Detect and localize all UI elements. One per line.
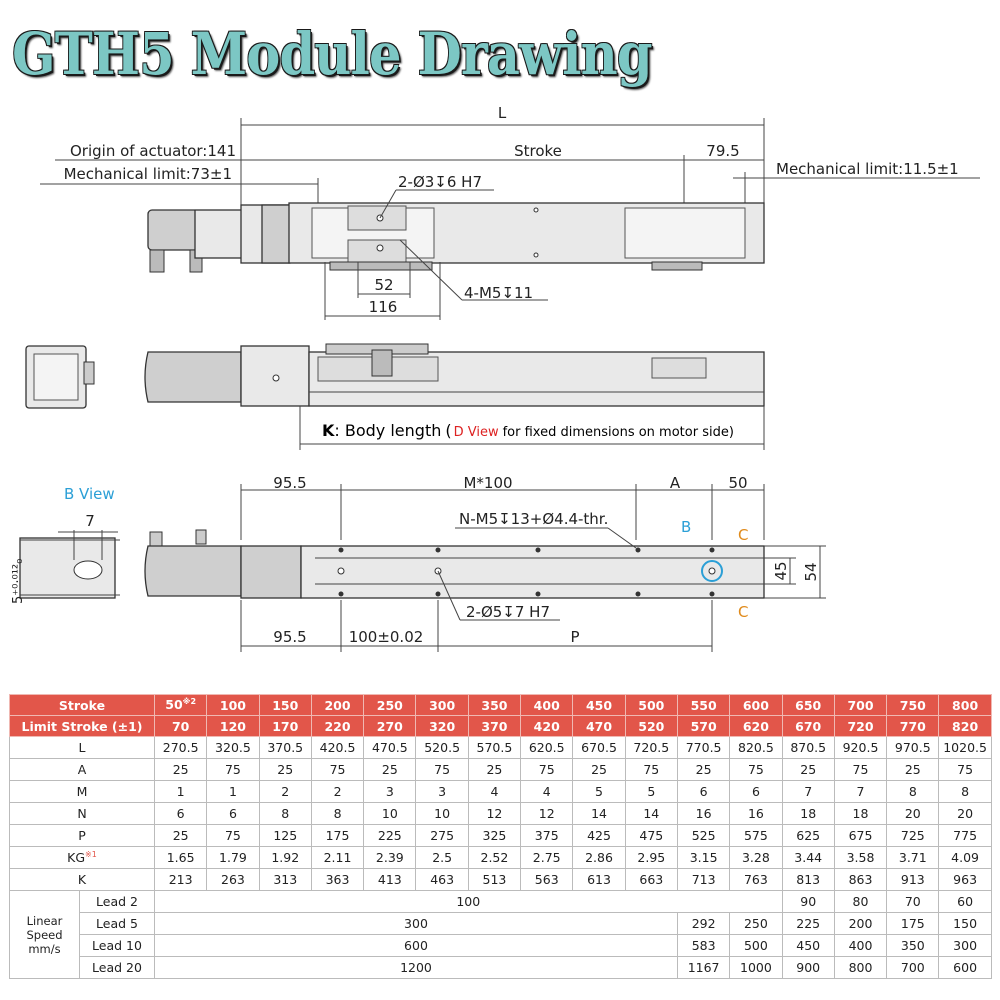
spec-cell: 375 (521, 825, 573, 847)
spec-row-l (10, 737, 992, 759)
spec-cell: 75 (625, 759, 677, 781)
limit-cell: 670 (782, 716, 834, 737)
limit-cell: 420 (521, 716, 573, 737)
spec-cell: 1 (155, 781, 207, 803)
stroke-cell: 500 (625, 695, 677, 716)
spec-cell: 25 (887, 759, 939, 781)
b-marker: B (681, 518, 692, 536)
spec-cell: 413 (364, 869, 416, 891)
stroke-cell: 650 (782, 695, 834, 716)
speed-row (10, 935, 992, 957)
spec-cell: 5 (573, 781, 625, 803)
spec-cell: 2.75 (521, 847, 573, 869)
limit-cell: 370 (468, 716, 520, 737)
spec-cell: 10 (364, 803, 416, 825)
spec-cell: 420.5 (311, 737, 363, 759)
spec-cell: 10 (416, 803, 468, 825)
limit-cell: 770 (887, 716, 939, 737)
spec-cell: 8 (259, 803, 311, 825)
speed-cell: 1000 (730, 957, 782, 979)
spec-cell: 670.5 (573, 737, 625, 759)
speed-cell: 400 (834, 935, 886, 957)
stroke-cell (155, 695, 207, 716)
spec-cell: 963 (939, 869, 991, 891)
speed-cell: 225 (782, 913, 834, 935)
spec-cell: 525 (677, 825, 729, 847)
dim-45: 45 (772, 561, 790, 581)
speed-common: 300 (155, 913, 678, 935)
stroke-cell: 450 (573, 695, 625, 716)
row-label-text: M (76, 784, 88, 799)
spec-cell: 213 (155, 869, 207, 891)
limit-cell: 170 (259, 716, 311, 737)
limit-cell: 220 (311, 716, 363, 737)
spec-cell: 3 (416, 781, 468, 803)
spec-cell: 1020.5 (939, 737, 991, 759)
lead-label: Lead 20 (80, 957, 155, 979)
spec-cell: 5 (625, 781, 677, 803)
stroke-cell: 100 (207, 695, 259, 716)
spec-cell: 3.58 (834, 847, 886, 869)
spec-cell: 2.95 (625, 847, 677, 869)
spec-cell: 25 (573, 759, 625, 781)
dim-P: P (570, 628, 580, 646)
m5-callout: 4-M5↧11 (464, 284, 534, 302)
row-label-text: L (78, 740, 86, 755)
spec-cell: 3.44 (782, 847, 834, 869)
dim-116: 116 (368, 298, 398, 316)
speed-cell: 500 (730, 935, 782, 957)
spec-cell: 1 (207, 781, 259, 803)
spec-cell: 663 (625, 869, 677, 891)
speed-cell: 350 (887, 935, 939, 957)
spec-cell: 14 (573, 803, 625, 825)
spec-cell: 75 (207, 759, 259, 781)
spec-cell: 1.65 (155, 847, 207, 869)
spec-cell: 225 (364, 825, 416, 847)
spec-cell: 820.5 (730, 737, 782, 759)
limit-cell: 320 (416, 716, 468, 737)
spec-cell: 363 (311, 869, 363, 891)
speed-row (10, 891, 992, 913)
spec-cell: 775 (939, 825, 991, 847)
spec-cell: 8 (939, 781, 991, 803)
speed-common: 600 (155, 935, 678, 957)
spec-cell: 713 (677, 869, 729, 891)
limit-cell: 270 (364, 716, 416, 737)
spec-cell: 75 (416, 759, 468, 781)
spec-cell: 6 (730, 781, 782, 803)
side-view (26, 344, 764, 450)
stroke-cell: 700 (834, 695, 886, 716)
spec-cell: 75 (311, 759, 363, 781)
row-label (10, 847, 155, 869)
row-label (10, 803, 155, 825)
lead-label: Lead 5 (80, 913, 155, 935)
stroke-note: ※2 (182, 697, 197, 707)
stroke-cell: 350 (468, 695, 520, 716)
spec-cell: 2.11 (311, 847, 363, 869)
row-label-text: P (78, 828, 86, 843)
speed-cell: 800 (834, 957, 886, 979)
speed-cell: 70 (887, 891, 939, 913)
dim-95-5-top: 95.5 (273, 474, 307, 492)
speed-cell: 150 (939, 913, 991, 935)
limit-cell: 820 (939, 716, 991, 737)
spec-row-a (10, 759, 992, 781)
spec-row-p (10, 825, 992, 847)
speed-label: Linear Speed mm/s (10, 891, 80, 979)
speed-row (10, 957, 992, 979)
spec-cell: 2.86 (573, 847, 625, 869)
spec-cell: 25 (155, 825, 207, 847)
spec-cell: 2.5 (416, 847, 468, 869)
speed-cell: 60 (939, 891, 991, 913)
spec-cell: 6 (155, 803, 207, 825)
speed-common: 100 (155, 891, 783, 913)
row-label-text: K (77, 872, 87, 887)
speed-cell: 300 (939, 935, 991, 957)
spec-cell: 620.5 (521, 737, 573, 759)
spec-cell: 613 (573, 869, 625, 891)
row-label-text: A (77, 762, 87, 777)
spec-row-kg (10, 847, 992, 869)
lead-label: Lead 10 (80, 935, 155, 957)
spec-cell: 18 (834, 803, 886, 825)
spec-cell: 6 (207, 803, 259, 825)
spec-cell: 16 (730, 803, 782, 825)
spec-cell: 25 (155, 759, 207, 781)
stroke-cell: 800 (939, 695, 991, 716)
spec-cell: 370.5 (259, 737, 311, 759)
spec-cell: 14 (625, 803, 677, 825)
speed-cell: 900 (782, 957, 834, 979)
row-label-text: KG (67, 850, 86, 866)
spec-cell: 8 (887, 781, 939, 803)
hole-5-callout: 2-Ø5↧7 H7 (466, 603, 551, 621)
dim-95-5-bottom: 95.5 (273, 628, 307, 646)
speed-cell: 583 (677, 935, 729, 957)
spec-cell: 813 (782, 869, 834, 891)
tolerance-label: 5⁺⁰·⁰¹²₀ (11, 558, 26, 604)
limit-cell: 70 (155, 716, 207, 737)
c-marker-bottom: C (738, 603, 749, 621)
speed-cell: 80 (834, 891, 886, 913)
row-label (10, 825, 155, 847)
spec-cell: 725 (887, 825, 939, 847)
stroke-cell: 750 (887, 695, 939, 716)
spec-cell: 20 (939, 803, 991, 825)
spec-cell: 25 (259, 759, 311, 781)
spec-cell: 513 (468, 869, 520, 891)
dim-A: A (669, 474, 681, 492)
spec-cell: 470.5 (364, 737, 416, 759)
spec-cell: 263 (207, 869, 259, 891)
spec-cell: 475 (625, 825, 677, 847)
spec-cell: 913 (887, 869, 939, 891)
dim-54: 54 (802, 562, 820, 582)
spec-table (9, 694, 992, 979)
spec-cell: 3.28 (730, 847, 782, 869)
limit-stroke-label: Limit Stroke (±1) (10, 716, 155, 737)
limit-cell: 570 (677, 716, 729, 737)
spec-cell: 675 (834, 825, 886, 847)
top-view (40, 104, 980, 320)
row-label (10, 737, 155, 759)
dim-stroke: Stroke (514, 142, 562, 160)
spec-cell: 570.5 (468, 737, 520, 759)
spec-cell: 970.5 (887, 737, 939, 759)
dim-50: 50 (728, 474, 748, 492)
limit-cell: 620 (730, 716, 782, 737)
speed-cell: 200 (834, 913, 886, 935)
stroke-cell: 600 (730, 695, 782, 716)
row-label (10, 781, 155, 803)
stroke-cell: 250 (364, 695, 416, 716)
mech-limit-73: Mechanical limit:73±1 (63, 165, 232, 183)
stroke-cell: 150 (259, 695, 311, 716)
spec-cell: 25 (782, 759, 834, 781)
spec-cell: 8 (311, 803, 363, 825)
speed-cell: 90 (782, 891, 834, 913)
speed-cell: 292 (677, 913, 729, 935)
speed-cell: 175 (887, 913, 939, 935)
speed-common: 1200 (155, 957, 678, 979)
spec-cell: 575 (730, 825, 782, 847)
origin-label: Origin of actuator:141 (70, 142, 236, 160)
speed-cell: 1167 (677, 957, 729, 979)
spec-cell: 16 (677, 803, 729, 825)
spec-cell: 25 (468, 759, 520, 781)
spec-row-k (10, 869, 992, 891)
row-label (10, 869, 155, 891)
b-view-label: B View (64, 485, 115, 503)
speed-cell: 600 (939, 957, 991, 979)
spec-cell: 563 (521, 869, 573, 891)
spec-cell: 4.09 (939, 847, 991, 869)
spec-cell: 1.79 (207, 847, 259, 869)
spec-cell: 7 (834, 781, 886, 803)
spec-cell: 20 (887, 803, 939, 825)
spec-cell: 6 (677, 781, 729, 803)
stroke-cell: 200 (311, 695, 363, 716)
spec-cell: 320.5 (207, 737, 259, 759)
nm5-callout: N-M5↧13+Ø4.4-thr. (459, 510, 609, 528)
dim-L: L (497, 104, 507, 122)
dim-7: 7 (85, 512, 95, 530)
spec-cell: 7 (782, 781, 834, 803)
lead-label: Lead 2 (80, 891, 155, 913)
stroke-label: Stroke (10, 695, 155, 716)
speed-row (10, 913, 992, 935)
spec-cell: 3.71 (887, 847, 939, 869)
k-symbol: K (322, 421, 335, 440)
spec-cell: 12 (468, 803, 520, 825)
spec-cell: 2.39 (364, 847, 416, 869)
limit-stroke-row (10, 716, 992, 737)
spec-cell: 720.5 (625, 737, 677, 759)
spec-cell: 763 (730, 869, 782, 891)
dim-m100: M*100 (463, 474, 513, 492)
limit-cell: 520 (625, 716, 677, 737)
spec-cell: 3 (364, 781, 416, 803)
spec-cell: 3.15 (677, 847, 729, 869)
limit-cell: 720 (834, 716, 886, 737)
spec-cell: 75 (207, 825, 259, 847)
limit-cell: 470 (573, 716, 625, 737)
limit-cell: 120 (207, 716, 259, 737)
speed-cell: 700 (887, 957, 939, 979)
spec-cell: 870.5 (782, 737, 834, 759)
d-view-ref: D View (453, 425, 499, 440)
spec-cell: 75 (834, 759, 886, 781)
dim-52: 52 (374, 276, 394, 294)
dim-79-5: 79.5 (706, 142, 740, 160)
spec-cell: 1.92 (259, 847, 311, 869)
spec-cell: 75 (730, 759, 782, 781)
spec-cell: 2 (311, 781, 363, 803)
spec-cell: 175 (311, 825, 363, 847)
spec-cell: 463 (416, 869, 468, 891)
spec-cell: 270.5 (155, 737, 207, 759)
row-note: ※1 (85, 849, 97, 859)
row-label (10, 759, 155, 781)
spec-row-m (10, 781, 992, 803)
spec-cell: 4 (521, 781, 573, 803)
stroke-first-value: 50 (165, 697, 183, 713)
spec-cell: 125 (259, 825, 311, 847)
stroke-cell: 400 (521, 695, 573, 716)
k-tail: for fixed dimensions on motor side) (502, 425, 734, 440)
spec-cell: 25 (364, 759, 416, 781)
spec-cell: 18 (782, 803, 834, 825)
spec-row-n (10, 803, 992, 825)
spec-cell: 920.5 (834, 737, 886, 759)
stroke-row (10, 695, 992, 716)
spec-cell: 12 (521, 803, 573, 825)
mech-limit-11-5: Mechanical limit:11.5±1 (776, 160, 959, 178)
page-title: GTH5 Module Drawing (12, 20, 652, 88)
stroke-cell: 550 (677, 695, 729, 716)
spec-cell: 520.5 (416, 737, 468, 759)
speed-cell: 250 (730, 913, 782, 935)
speed-cell: 450 (782, 935, 834, 957)
bottom-view (11, 474, 826, 652)
spec-cell: 2 (259, 781, 311, 803)
spec-cell: 863 (834, 869, 886, 891)
hole-3-callout: 2-Ø3↧6 H7 (398, 173, 483, 191)
spec-cell: 25 (677, 759, 729, 781)
spec-cell: 325 (468, 825, 520, 847)
spec-cell: 75 (521, 759, 573, 781)
dim-100: 100±0.02 (348, 628, 424, 646)
spec-cell: 275 (416, 825, 468, 847)
spec-cell: 770.5 (677, 737, 729, 759)
spec-cell: 75 (939, 759, 991, 781)
stroke-cell: 300 (416, 695, 468, 716)
row-label-text: N (77, 806, 87, 821)
spec-cell: 425 (573, 825, 625, 847)
k-label: : Body length (334, 421, 442, 440)
spec-cell: 4 (468, 781, 520, 803)
spec-cell: 2.52 (468, 847, 520, 869)
svg-text:K: Body length(D Viewfor fixed: K: Body length ( D View for fixed dimensions on motor side) (322, 421, 734, 440)
spec-cell: 625 (782, 825, 834, 847)
c-marker-top: C (738, 526, 749, 544)
spec-cell: 313 (259, 869, 311, 891)
